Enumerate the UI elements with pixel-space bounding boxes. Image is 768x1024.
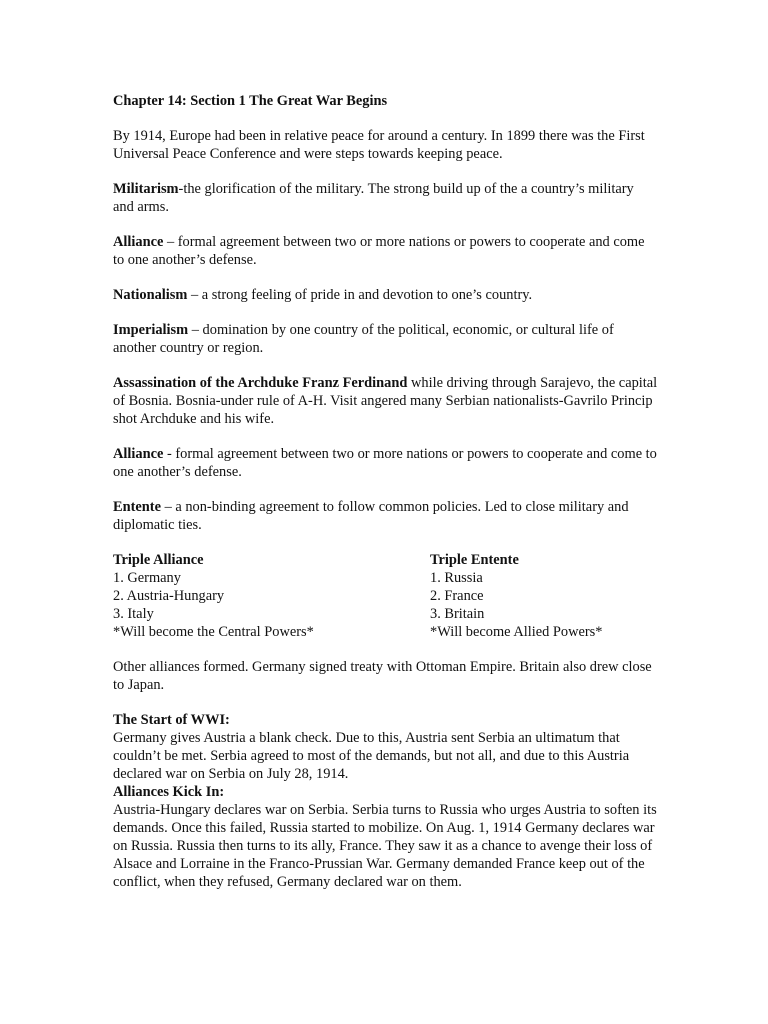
alliances-comparison — [113, 551, 658, 641]
definition-text: – a non-binding agreement to follow common policies. Led to close military and diplomatic ties. — [113, 499, 629, 533]
list-item: 1. Russia — [430, 570, 483, 586]
triple-entente-column — [430, 551, 658, 641]
page-title: Chapter 14: Section 1 The Great War Begins — [113, 93, 388, 109]
start-of-wwi-text: Germany gives Austria a blank check. Due to this, Austria sent Serbia an ultimatum that couldn’t be met. Serbia agreed to most of the demands, but not all, and due to this Austria declared war on Serbia on July 28, 1914. — [113, 730, 630, 782]
definition-text: -the glorification of the military. The strong build up of the a country’s military and arms. — [113, 181, 634, 215]
list-item: 1. Germany — [113, 570, 181, 586]
triple-alliance-note: *Will become the Central Powers* — [113, 624, 314, 640]
list-item: 3. Italy — [113, 606, 154, 622]
list-item: 2. France — [430, 588, 484, 604]
definition-term: Alliance — [113, 234, 164, 250]
assassination-paragraph — [113, 374, 658, 428]
definition-imperialism — [113, 321, 658, 357]
start-of-wwi-section — [113, 711, 658, 891]
definition-term: Imperialism — [113, 322, 189, 338]
definition-text: – domination by one country of the political, economic, or cultural life of another country or region. — [113, 322, 614, 356]
list-item: 2. Austria-Hungary — [113, 588, 225, 604]
list-item: 3. Britain — [430, 606, 485, 622]
definition-nationalism — [113, 286, 658, 304]
intro-paragraph: By 1914, Europe had been in relative peace for around a century. In 1899 there was the First Universal Peace Conference and were steps towards keeping peace. — [113, 128, 645, 162]
document-page — [113, 92, 658, 891]
triple-alliance-heading: Triple Alliance — [113, 552, 204, 568]
triple-alliance-column — [113, 551, 430, 641]
definition-term: Entente — [113, 499, 161, 515]
other-alliances-paragraph: Other alliances formed. Germany signed treaty with Ottoman Empire. Britain also drew close to Japan. — [113, 659, 652, 693]
alliances-kick-in-heading: Alliances Kick In: — [113, 784, 225, 800]
definition-text: - formal agreement between two or more nations or powers to cooperate and come to one another’s defense. — [113, 446, 657, 480]
definition-term: Nationalism — [113, 287, 188, 303]
definition-entente — [113, 498, 658, 534]
definition-text: – formal agreement between two or more nations or powers to cooperate and come to one another’s defense. — [113, 234, 645, 268]
definition-text: while driving through Sarajevo, the capital of Bosnia. Bosnia-under rule of A-H. Visit angered many Serbian nationalists-Gavrilo Princip shot Archduke and his wife. — [113, 375, 658, 427]
definition-term: Assassination of the Archduke Franz Ferdinand — [113, 375, 408, 391]
triple-entente-note: *Will become Allied Powers* — [430, 624, 603, 640]
definition-alliance-repeat — [113, 445, 658, 481]
definition-militarism — [113, 180, 658, 216]
definition-term: Alliance — [113, 446, 164, 462]
start-of-wwi-heading: The Start of WWI: — [113, 712, 230, 728]
definition-text: – a strong feeling of pride in and devotion to one’s country. — [187, 287, 533, 303]
alliances-kick-in-text: Austria-Hungary declares war on Serbia. Serbia turns to Russia who urges Austria to soften its demands. Once this failed, Russia started to mobilize. On Aug. 1, 1914 Germany declares war on Russia. Russia then turns to its ally, France. They saw it as a chance to avenge their loss of Alsace and Lorraine in the Franco-Prussian War. Germany demanded France keep out of the conflict, when they refused, Germany declared war on them. — [113, 802, 657, 890]
definition-term: Militarism — [113, 181, 179, 197]
definition-alliance — [113, 233, 658, 269]
triple-entente-heading: Triple Entente — [430, 552, 519, 568]
